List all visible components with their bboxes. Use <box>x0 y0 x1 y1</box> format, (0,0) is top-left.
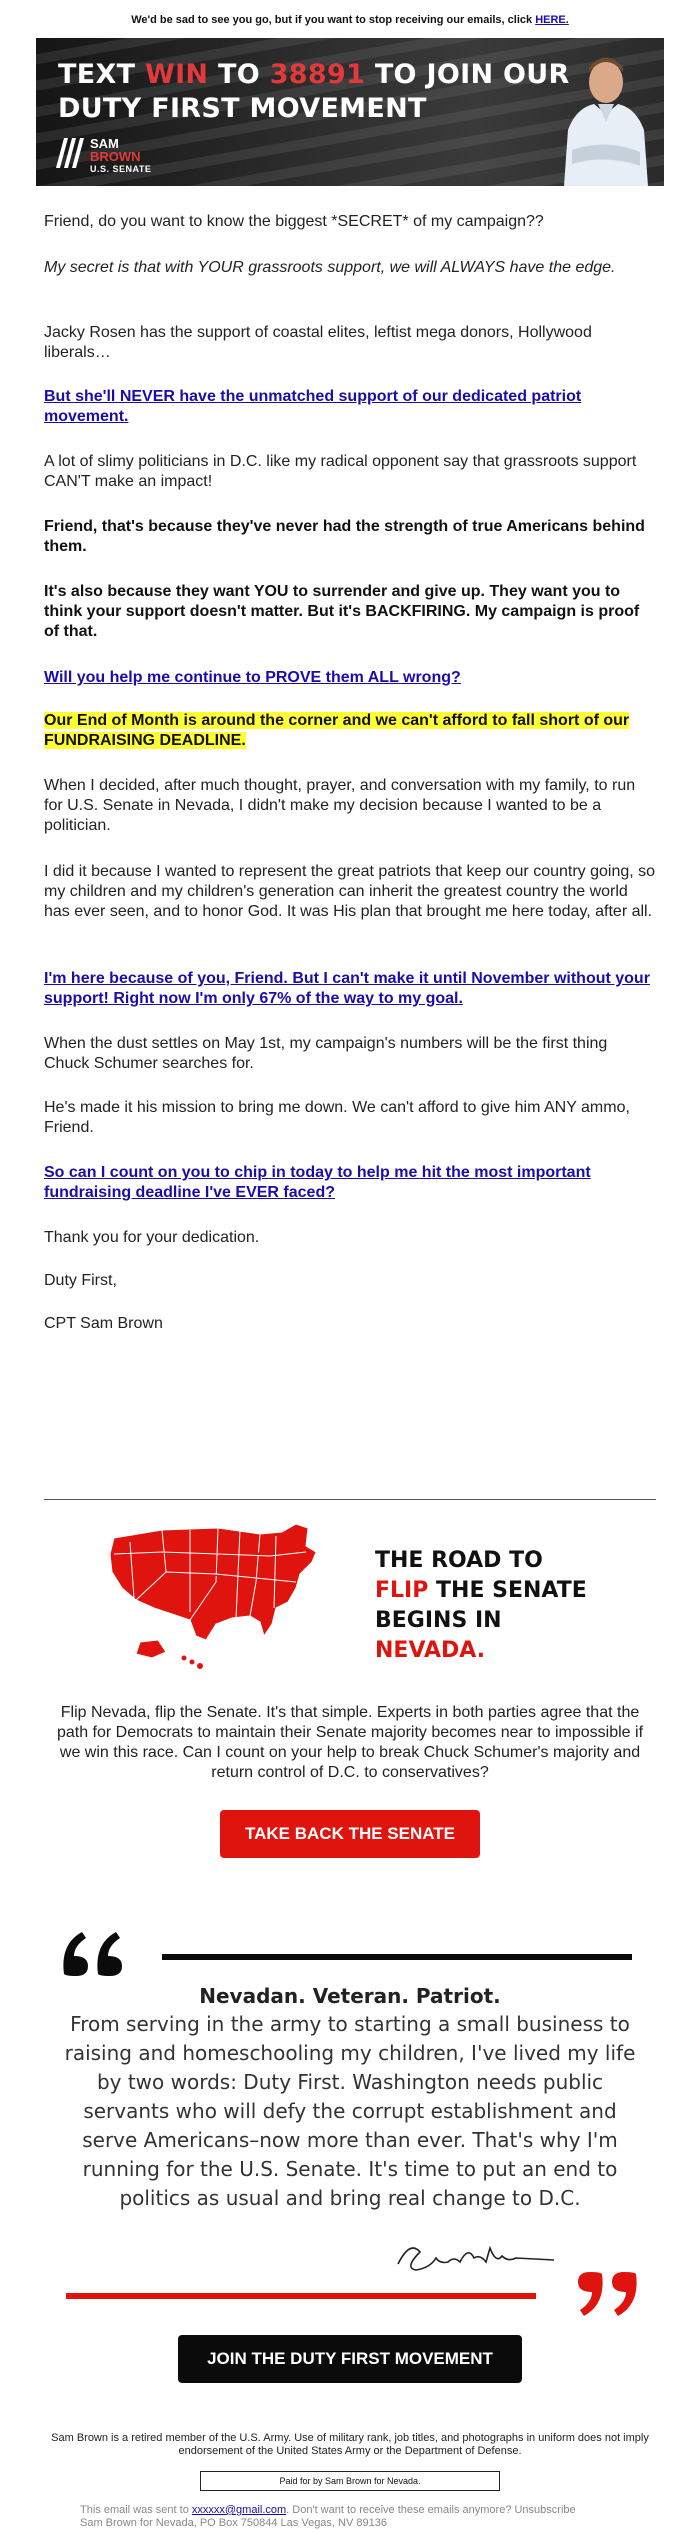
section-divider <box>44 1499 656 1500</box>
banner-line-2: DUTY FIRST MOVEMENT <box>58 93 427 124</box>
recipient-email-link[interactable]: xxxxxx@gmail.com <box>191 2504 287 2516</box>
quote-body: From serving in the army to starting a small business to raising and homeschooling my children, I've lived my life by two words: Duty First. Washington needs public servants who will defy the corrupt establishment and serve Americans–now more than ever. That's why I'm running for the U.S. Senate. It's time to put an end to politics as usual and bring real change to D.C. <box>64 2012 636 2210</box>
paragraph-1: Friend, do you want to know the biggest *SECRET* of my campaign?? <box>44 213 544 230</box>
quote-heading: Nevadan. Veteran. Patriot. <box>199 1984 501 2008</box>
paragraph-11: I did it because I wanted to represent the great patriots that keep our country going, so my children and my children's generation can inherit the greatest country the world has ever seen, and to honor God. It was His plan that brought me here today, after all. <box>44 863 656 920</box>
quote-rule-bottom <box>66 2293 536 2299</box>
flip-senate-tagline: THE ROAD TO FLIP THE SENATE BEGINS IN NEVADA. <box>375 1548 587 1663</box>
paragraph-8-link <box>44 668 656 688</box>
paragraph-9 <box>44 711 656 751</box>
header-banner[interactable] <box>36 38 664 186</box>
paragraph-12-link <box>44 969 656 1009</box>
banner-headline <box>58 58 570 126</box>
handwritten-signature <box>390 2234 560 2278</box>
quote-rule-top <box>162 1954 632 1960</box>
paragraph-16: Thank you for your dedication. <box>44 1229 260 1246</box>
paragraph-7: It's also because they want YOU to surrender and give up. They want you to think your support doesn't matter. But it's BACKFIRING. My campaign is proof of that. <box>44 583 640 640</box>
paragraph-10: When I decided, after much thought, prayer, and conversation with my family, to run for U.S. Senate in Nevada, I didn't make my decision because I wanted to be a politician. <box>44 777 636 834</box>
paid-for-box: Paid for by Sam Brown for Nevada. <box>200 2471 500 2491</box>
deadline-highlight: Our End of Month is around the corner and we can't afford to fall short of our FUNDRAISING DEADLINE. <box>44 712 630 749</box>
logo-subtitle: U.S. SENATE <box>90 164 152 174</box>
us-map-icon <box>100 1512 360 1692</box>
military-disclaimer: Sam Brown is a retired member of the U.S. Army. Use of military rank, job titles, and photographs in uniform does not imply endorsement of the United States Army or the Department of Defense. <box>51 2432 649 2457</box>
mailing-address: Sam Brown for Nevada, PO Box 750844 Las Vegas, NV 89136 <box>80 2517 387 2529</box>
donate-link-4[interactable]: So can I count on you to chip in today to help me hit the most important fundraising deadline I've EVER faced? <box>44 1164 591 1201</box>
flip-nevada-text: Flip Nevada, flip the Senate. It's that simple. Experts in both parties agree that the path for Democrats to maintain their Senate majority becomes near to impossible if we win this race. Can I count on your help to break Chuck Schumer's majority and return control of D.C. to conservatives? <box>56 1704 644 1781</box>
paragraph-15-link <box>44 1163 656 1203</box>
paragraph-4-link <box>44 387 656 427</box>
unsubscribe-here-link[interactable]: HERE. <box>535 14 569 26</box>
paragraph-2: My secret is that with YOUR grassroots support, we will ALWAYS have the edge. <box>44 259 616 276</box>
sam-brown-logo <box>58 134 228 176</box>
logo-mark-icon <box>58 138 82 168</box>
paragraph-14: He's made it his mission to bring me down. We can't afford to give him ANY ammo, Friend. <box>44 1099 630 1136</box>
signature-name: CPT Sam Brown <box>44 1315 163 1332</box>
donate-link-3[interactable]: I'm here because of you, Friend. But I can't make it until November without your support! Right now I'm only 67% of the way to my goal. <box>44 970 650 1007</box>
take-back-senate-button[interactable]: TAKE BACK THE SENATE <box>220 1810 480 1858</box>
unsubscribe-notice-text: We'd be sad to see you go, but if you want to stop receiving our emails, click <box>131 14 536 26</box>
flip-senate-graphic[interactable] <box>100 1512 600 1692</box>
footer-note: This email was sent to xxxxxx@gmail.com. Don't want to receive these emails anymore? Unsubscribe Sam Brown for Nevada, PO Box 750844 Las Vegas, NV 89136 <box>80 2504 576 2529</box>
candidate-photo <box>554 42 654 186</box>
donate-link-1[interactable]: But she'll NEVER have the unmatched support of our dedicated patriot movement. <box>44 388 582 425</box>
paragraph-3: Jacky Rosen has the support of coastal elites, leftist mega donors, Hollywood liberals… <box>44 324 592 361</box>
logo-name-first: SAM <box>90 136 119 151</box>
signoff: Duty First, <box>44 1272 117 1289</box>
unsubscribe-notice <box>0 14 700 26</box>
paragraph-6: Friend, that's because they've never had the strength of true Americans behind them. <box>44 518 645 555</box>
donate-link-2[interactable]: Will you help me continue to PROVE them ALL wrong? <box>44 669 461 686</box>
paragraph-5: A lot of slimy politicians in D.C. like my radical opponent say that grassroots support CAN'T make an impact! <box>44 453 637 490</box>
paragraph-13: When the dust settles on May 1st, my campaign's numbers will be the first thing Chuck Schumer searches for. <box>44 1035 608 1072</box>
close-quote-icon <box>570 2270 640 2320</box>
logo-name-last: BROWN <box>90 149 141 164</box>
join-movement-button[interactable]: JOIN THE DUTY FIRST MOVEMENT <box>178 2335 522 2383</box>
open-quote-icon <box>60 1928 130 1978</box>
banner-line-1: TEXT WIN TO 38891 TO JOIN OUR <box>58 59 570 90</box>
